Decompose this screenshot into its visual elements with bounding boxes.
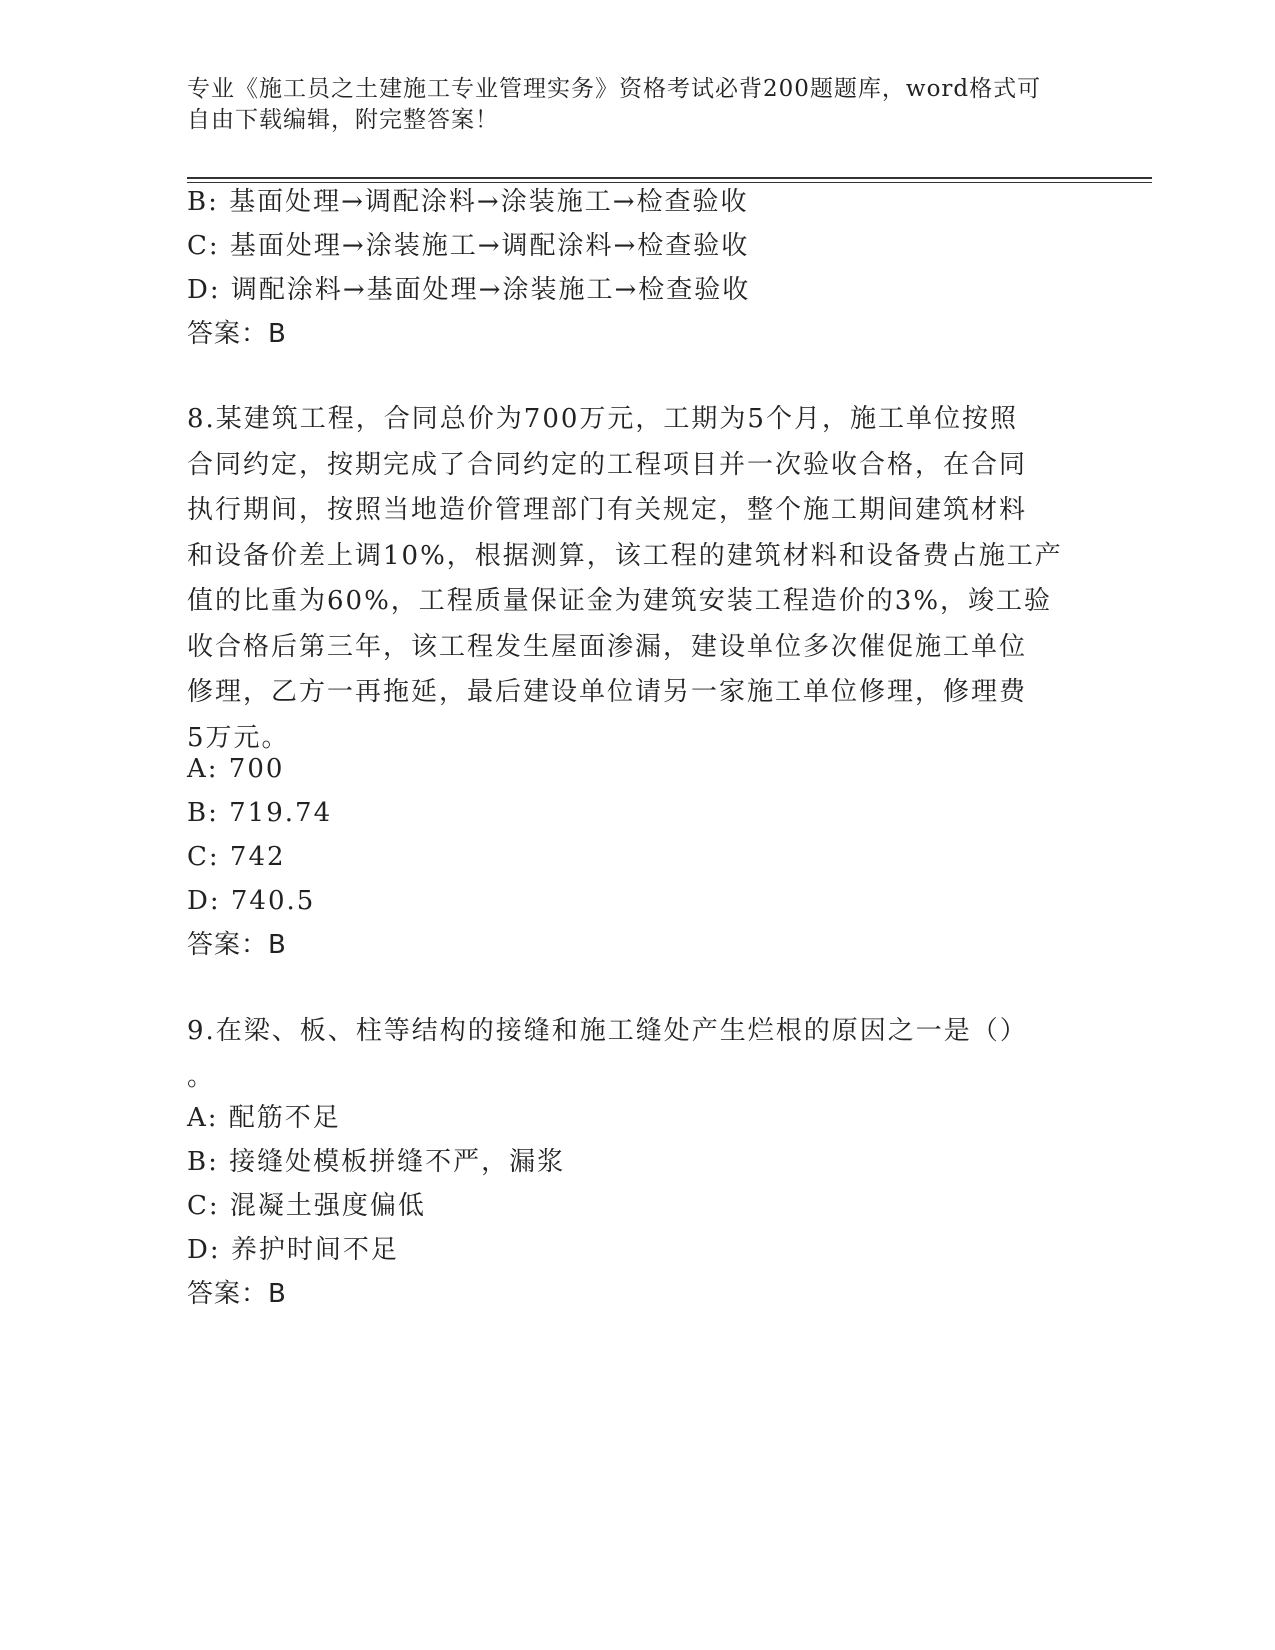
q7-option-c: C: 基面处理→涂装施工→调配涂料→检查验收 bbox=[187, 231, 750, 261]
q8-option-b: B: 719.74 bbox=[187, 798, 333, 828]
q7-option-b: B: 基面处理→调配涂料→涂装施工→检查验收 bbox=[187, 187, 749, 217]
q8-option-a: A: 700 bbox=[187, 754, 285, 784]
q8-option-d: D: 740.5 bbox=[187, 886, 316, 916]
q8-stem-line: 5万元。 bbox=[187, 722, 290, 753]
q9-option-b: B: 接缝处模板拼缝不严，漏浆 bbox=[187, 1147, 566, 1177]
q8-option-c: C: 742 bbox=[187, 842, 286, 872]
q8-stem-line: 收合格后第三年，该工程发生屋面渗漏，建设单位多次催促施工单位 bbox=[187, 631, 1028, 662]
header-rule-thick bbox=[187, 177, 1152, 179]
q8-stem bbox=[187, 397, 1087, 761]
q9-option-c: C: 混凝土强度偏低 bbox=[187, 1191, 426, 1221]
q8-stem-line: 合同约定，按期完成了合同约定的工程项目并一次验收合格，在合同 bbox=[187, 449, 1028, 480]
header-rule-thin bbox=[187, 182, 1152, 183]
q7-option-d: D: 调配涂料→基面处理→涂装施工→检查验收 bbox=[187, 275, 751, 305]
q9-answer: 答案：B bbox=[187, 1279, 287, 1309]
q9-stem bbox=[187, 1009, 1087, 1100]
q9-option-d: D: 养护时间不足 bbox=[187, 1235, 399, 1265]
q9-stem-line: 。 bbox=[187, 1061, 216, 1092]
header-line-2: 自由下载编辑，附完整答案！ bbox=[187, 107, 499, 133]
q9-stem-line: 9.在梁、板、柱等结构的接缝和施工缝处产生烂根的原因之一是（） bbox=[187, 1016, 1028, 1046]
q7-answer: 答案：B bbox=[187, 319, 287, 349]
q9-option-a: A: 配筋不足 bbox=[187, 1103, 341, 1133]
q8-stem-line: 执行期间，按照当地造价管理部门有关规定，整个施工期间建筑材料 bbox=[187, 495, 1028, 525]
document-header bbox=[187, 74, 1067, 136]
q8-stem-line: 值的比重为60%，工程质量保证金为建筑安装工程造价的3%，竣工验 bbox=[187, 586, 1053, 616]
header-line-1: 专业《施工员之土建施工专业管理实务》资格考试必背200题题库，word格式可 bbox=[187, 76, 1042, 102]
q8-stem-line: 修理，乙方一再拖延，最后建设单位请另一家施工单位修理，修理费 bbox=[187, 677, 1028, 707]
q8-answer: 答案：B bbox=[187, 930, 287, 960]
q8-stem-line: 8.某建筑工程，合同总价为700万元，工期为5个月，施工单位按照 bbox=[187, 404, 1018, 434]
q8-stem-line: 和设备价差上调10%，根据测算，该工程的建筑材料和设备费占施工产 bbox=[187, 540, 1063, 571]
